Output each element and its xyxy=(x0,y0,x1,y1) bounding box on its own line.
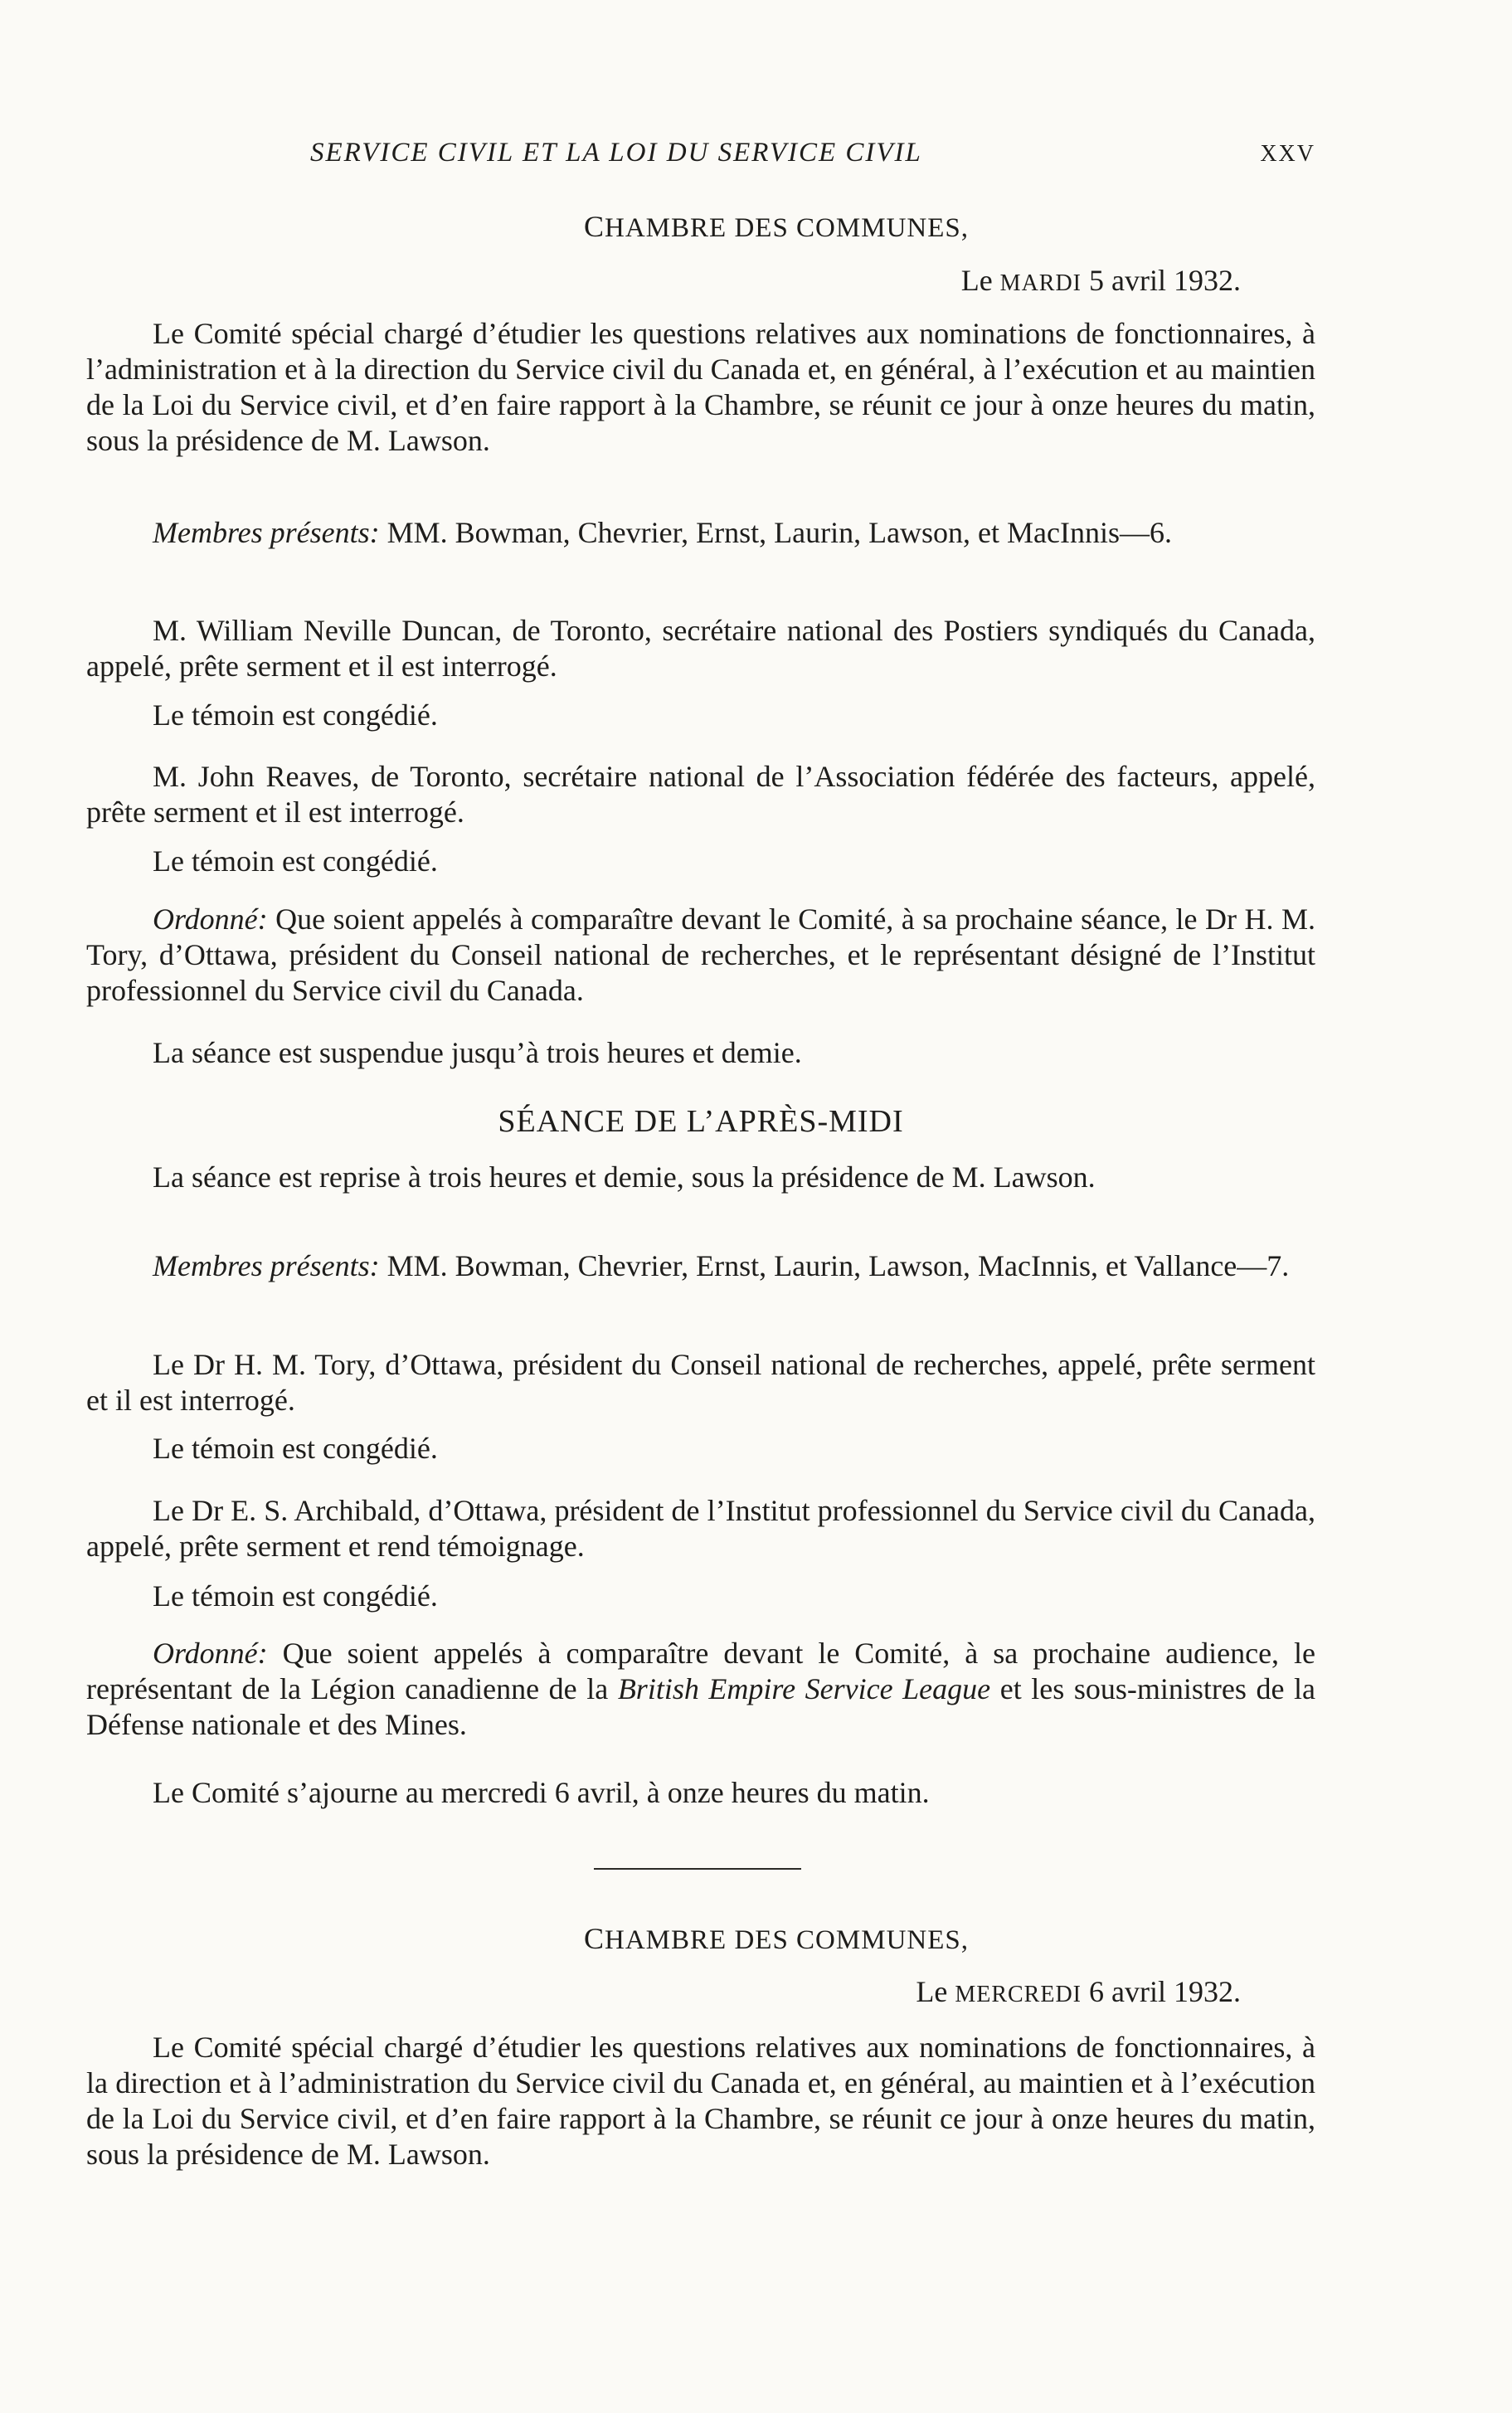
opening-paragraph: Le Comité spécial chargé d’étudier les questions relatives aux nominations de fonctionnaires, à la direction et à l’administration du Service civil du Canada et, en général, au maintien et à l’exécution de la Loi du Service civil, et d’en faire rapport à la Chambre, se réunit ce jour à onze heures du matin, sous la présidence de M. Lawson. xyxy=(86,2031,1315,2171)
house-heading: CHAMBRE DES COMMUNES, xyxy=(584,1922,969,1955)
ordered-label: Ordonné: xyxy=(153,902,268,936)
members-present: Membres présents: MM. Bowman, Chevrier, Ernst, Laurin, Lawson, MacInnis, et Vallance—7. xyxy=(153,1249,1290,1282)
running-head xyxy=(86,138,1315,179)
order-paragraph: Ordonné: Que soient appelés à comparaître devant le Comité, à sa prochaine audience, le représentant de la Légion canadienne de la British Empire Service League et les sous-ministres de la Défense nationale et des Mines. xyxy=(86,1637,1316,1741)
opening-paragraph: Le Comité spécial chargé d’étudier les questions relatives aux nominations de fonctionnaires, à l’administration et à la direction du Service civil du Canada et, en général, à l’exécution et au maintien de la Loi du Service civil, et d’en faire rapport à la Chambre, se réunit ce jour à onze heures du matin, sous la présidence de M. Lawson. xyxy=(86,317,1315,457)
witness-dismissed: Le témoin est congédié. xyxy=(153,1432,438,1465)
witness-dismissed: Le témoin est congédié. xyxy=(153,844,438,878)
house-heading: CHAMBRE DES COMMUNES, xyxy=(584,210,969,243)
adjourned-paragraph: Le Comité s’ajourne au mercredi 6 avril, à onze heures du matin. xyxy=(153,1776,930,1809)
league-name: British Empire Service League xyxy=(617,1672,991,1705)
witness-archibald: Le Dr E. S. Archibald, d’Ottawa, président de l’Institut professionnel du Service civil du Canada, appelé, prête serment et rend témoignage. xyxy=(86,1494,1315,1563)
witness-reaves: M. John Reaves, de Toronto, secrétaire national de l’Association fédérée des facteurs, appelé, prête serment et il est interrogé. xyxy=(86,760,1315,829)
witness-tory: Le Dr H. M. Tory, d’Ottawa, président du Conseil national de recherches, appelé, prête serment et il est interrogé. xyxy=(86,1348,1315,1417)
witness-dismissed: Le témoin est congédié. xyxy=(153,698,438,732)
members-present: Membres présents: MM. Bowman, Chevrier, Ernst, Laurin, Lawson, et MacInnis—6. xyxy=(153,516,1172,549)
witness-dismissed: Le témoin est congédié. xyxy=(153,1579,438,1613)
page-number: XXV xyxy=(1260,141,1315,167)
ordered-label: Ordonné: xyxy=(153,1637,268,1670)
witness-duncan: M. William Neville Duncan, de Toronto, secrétaire national des Postiers syndiqués du Canada, appelé, prête serment et il est interrogé. xyxy=(86,614,1315,683)
resumed-paragraph: La séance est reprise à trois heures et demie, sous la présidence de M. Lawson. xyxy=(153,1160,1096,1194)
afternoon-heading: SÉANCE DE L’APRÈS-MIDI xyxy=(498,1104,904,1139)
section-divider xyxy=(594,1868,801,1870)
suspended-paragraph: La séance est suspendue jusqu’à trois heures et demie. xyxy=(153,1036,802,1069)
running-title: SERVICE CIVIL ET LA LOI DU SERVICE CIVIL xyxy=(310,138,922,168)
sitting-date: Le MERCREDI 6 avril 1932. xyxy=(916,1975,1241,2008)
sitting-date: Le MARDI 5 avril 1932. xyxy=(960,264,1241,297)
members-label: Membres présents: xyxy=(153,516,380,549)
members-label: Membres présents: xyxy=(153,1249,380,1282)
order-paragraph: Ordonné: Que soient appelés à comparaître devant le Comité, à sa prochaine séance, le Dr H. M. Tory, d’Ottawa, président du Conseil national de recherches, et le représentant désigné de l’Institut professionnel du Service civil du Canada. xyxy=(86,902,1315,1007)
